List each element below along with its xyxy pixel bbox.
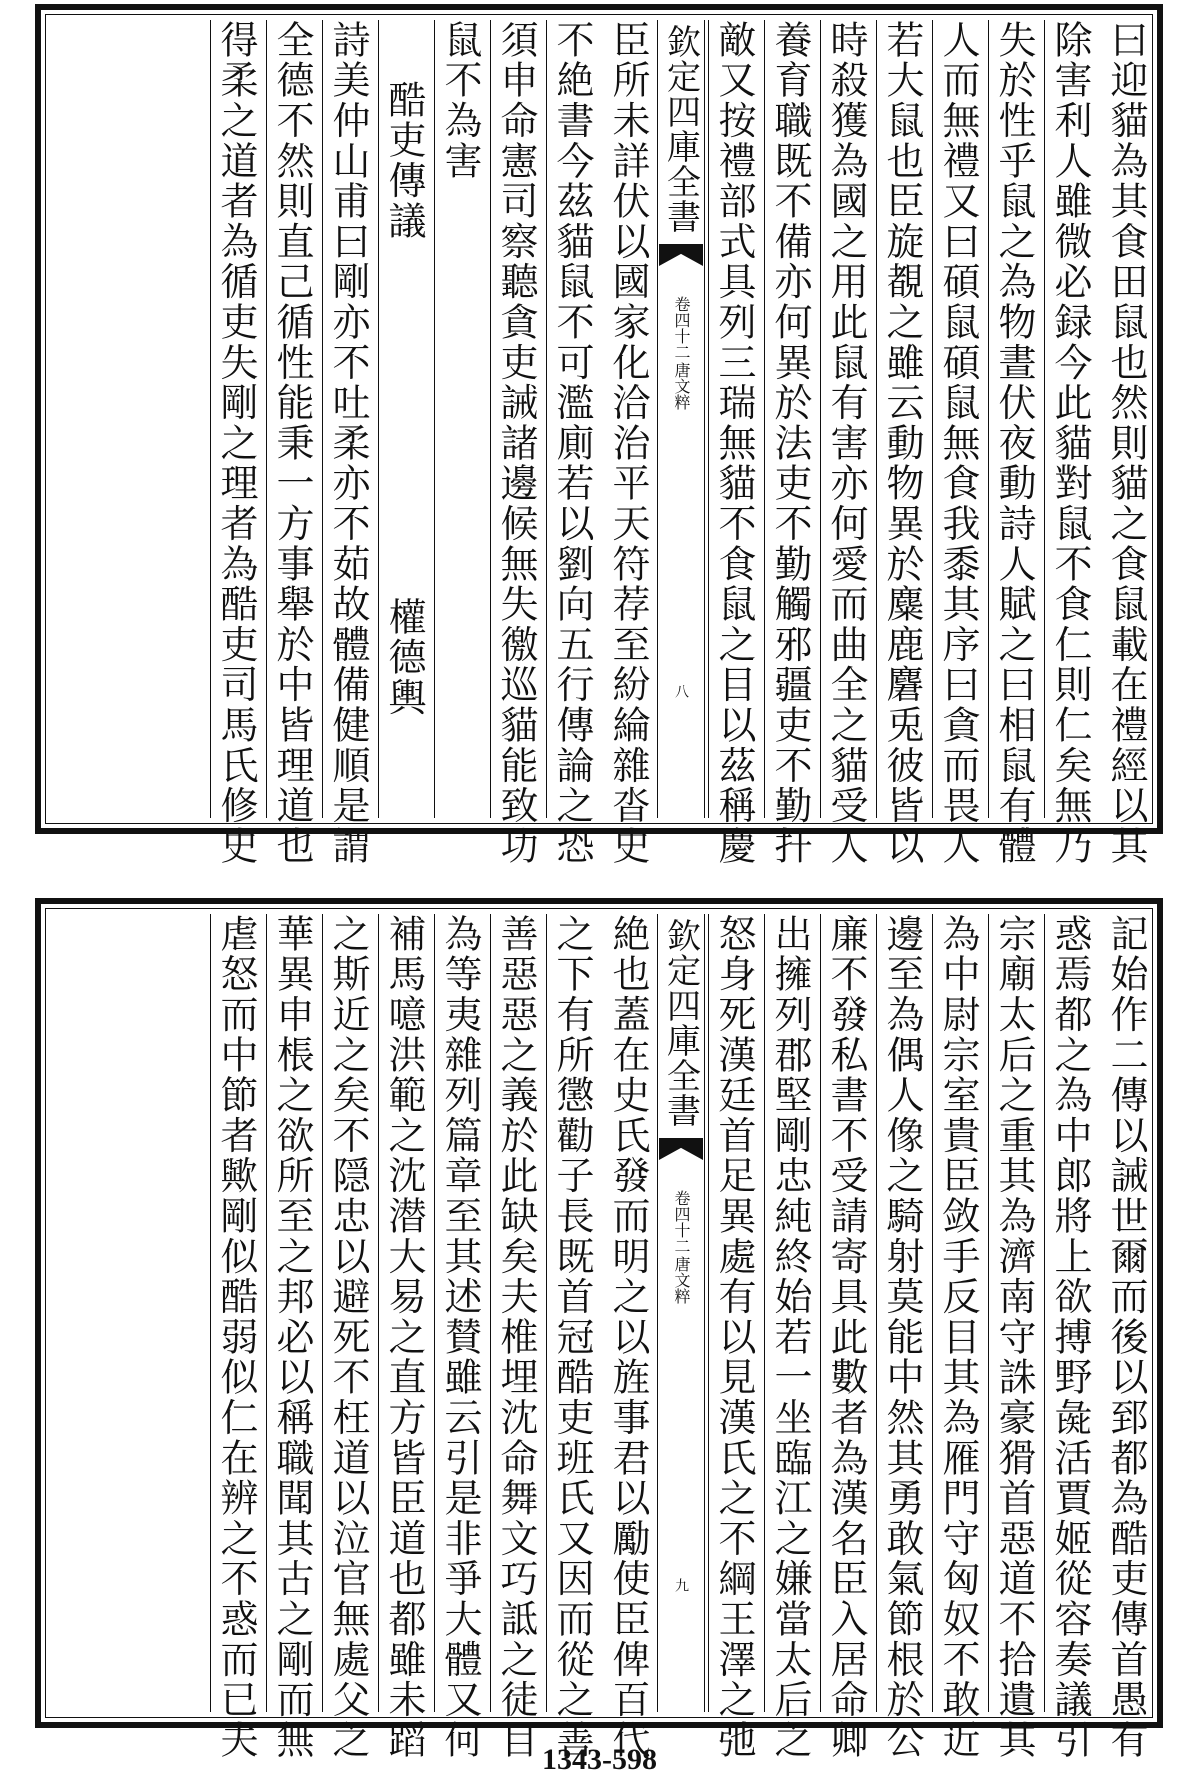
center-fold-strip [657, 20, 705, 818]
book-title: 欽定四庫全書 [660, 918, 701, 1128]
top-left-col-5-title [378, 20, 429, 818]
bottom-right-col-8: 怒身死漢廷首足異處有以見漢氏之不綱王澤之弛 [708, 914, 759, 1712]
top-left-col-8: 得柔之道者為循吏失剛之理者為酷吏司馬氏修史 [210, 20, 261, 818]
top-right-col-6: 時殺獲為國之用此鼠有害亦何愛而曲全之貓受人 [820, 20, 871, 818]
bottom-left-col-5: 補馬噫洪範之沈潜大易之直方皆臣道也都雖未蹈 [378, 914, 429, 1712]
bottom-right-col-2: 惑焉都之為中郎將上欲搏野彘活賈姬從容奏議引 [1044, 914, 1095, 1712]
top-left-col-3: 須申命憲司察聽貪吏誡諸邊候無失徼巡貓能致功 [490, 20, 541, 818]
center-fold-strip [657, 914, 705, 1712]
source-meta [672, 296, 690, 410]
page-number: 八 [673, 684, 689, 698]
top-left-col-2: 不絶書今茲貓鼠不可濫廁若以劉向五行傳論之恐 [546, 20, 597, 818]
author: 權德輿 [382, 597, 426, 718]
volume-label: 卷四十二 [672, 296, 691, 360]
top-left-col-1: 臣所未詳伏以國家化洽治平天符荐至紛綸雜沓史 [606, 20, 650, 867]
top-left-col-7: 全德不然則直己循性能秉一方事舉於中皆理道也 [266, 20, 317, 818]
bottom-left-col-6: 之斯近之矣不隠忠以避死不枉道以泣官無處父之 [322, 914, 373, 1712]
bottom-right-col-3: 宗廟太后之重其為濟南守誅豪猾首惡道不拾遺其 [988, 914, 1039, 1712]
bottom-right-col-5: 邊至為偶人像之騎射莫能中然其勇敢氣節根於公 [876, 914, 927, 1712]
bottom-right-col-7: 出擁列郡堅剛忠純終始若一坐臨江之嫌當太后之 [764, 914, 815, 1712]
top-right-col-1: 曰迎貓為其食田鼠也然則貓之食鼠載在禮經以其 [1104, 20, 1148, 867]
top-left-col-4: 鼠不為害 [434, 20, 485, 818]
source-meta [672, 1190, 690, 1304]
bottom-left-col-2: 之下有所懲勸子長既首冠酷吏班氏又因而從之善 [546, 914, 597, 1712]
bottom-left-col-8: 虐怒而中節者歟剛似酷弱似仁在辨之不惑而已夫 [210, 914, 261, 1712]
top-right-col-8: 敵又按禮部式具列三瑞無貓不食鼠之目以茲稱慶 [708, 20, 759, 818]
top-right-col-2: 除害利人雖微必録今此貓對鼠不食仁則仁矣無乃 [1044, 20, 1095, 818]
source-title: 唐文粹 [672, 1256, 691, 1304]
bottom-right-col-6: 廉不發私書不受請寄具此數者為漢名臣入居命卿 [820, 914, 871, 1712]
top-right-col-4: 人而無禮又曰碩鼠碩鼠無食我黍其序曰貪而畏人 [932, 20, 983, 818]
fishtail-mark [659, 244, 703, 266]
book-title: 欽定四庫全書 [660, 24, 701, 234]
bottom-left-col-1: 絶也蓋在史氏發而明之以旌事君以勵使臣俾百代 [606, 914, 650, 1761]
bottom-right-col-4: 為中尉宗室貴臣敛手反目其為雁門守匈奴不敢近 [932, 914, 983, 1712]
bottom-left-col-3: 善惡惡之義於此缺矣夫椎埋沈命舞文巧詆之徒目 [490, 914, 541, 1712]
source-title: 唐文粹 [672, 362, 691, 410]
bottom-left-col-4: 為等夷雜列篇章至其述賛雖云引是非爭大體又何 [434, 914, 485, 1712]
top-right-col-3: 失於性乎鼠之為物晝伏夜動詩人賦之曰相鼠有體 [988, 20, 1039, 818]
page-footer-number: 1343-598 [542, 1743, 657, 1776]
essay-title: 酷吏傳議 [382, 80, 426, 242]
page-number: 九 [673, 1578, 689, 1592]
top-left-col-6: 詩美仲山甫曰剛亦不吐柔亦不茹故體備健順是謂 [322, 20, 373, 818]
top-page [35, 4, 1163, 867]
volume-label: 卷四十二 [672, 1190, 691, 1254]
bottom-left-col-7: 華異申棖之欲所至之邦必以稱職聞其古之剛而無 [266, 914, 317, 1712]
fishtail-mark [659, 1138, 703, 1160]
bottom-right-col-1: 記始作二傳以誡世爾而後以郅都為酷吏傳首愚有 [1104, 914, 1148, 1761]
top-right-col-7: 養育職既不備亦何異於法吏不勤觸邪疆吏不勤扞 [764, 20, 815, 818]
top-right-col-5: 若大鼠也臣旋覩之雖云動物異於麋鹿麏兎彼皆以 [876, 20, 927, 818]
